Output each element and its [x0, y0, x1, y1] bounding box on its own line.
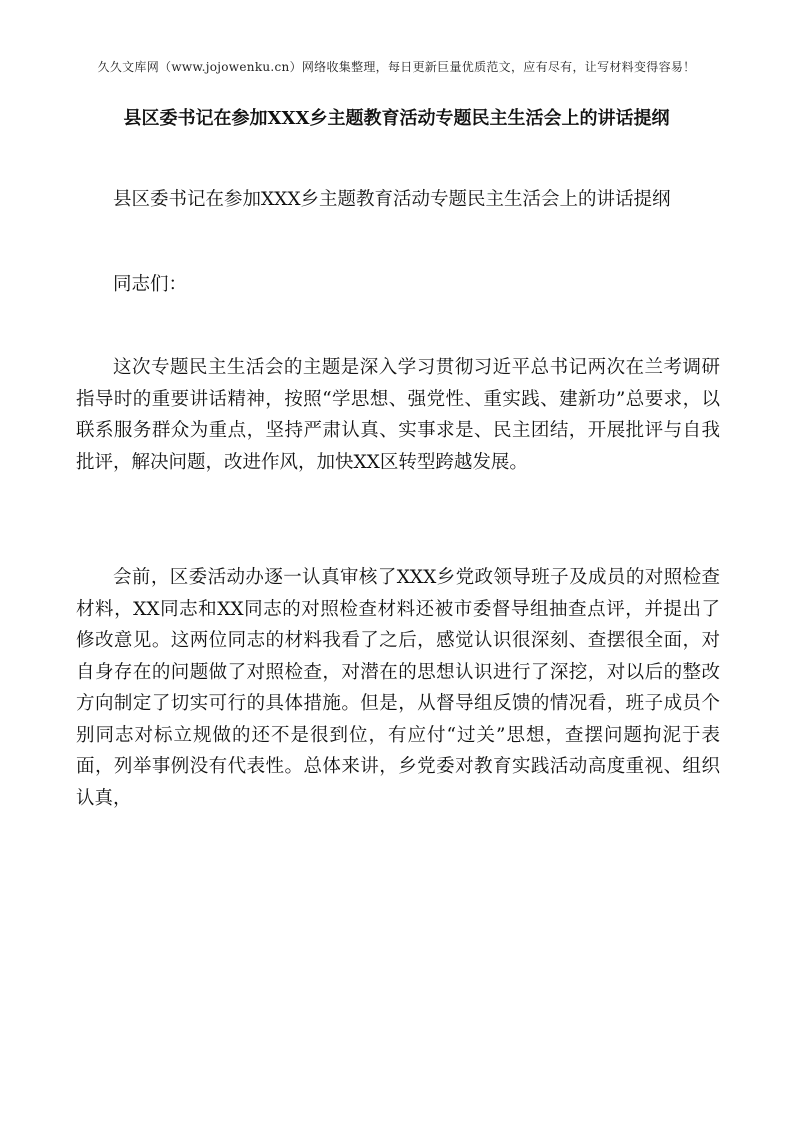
body-paragraph-1: 这次专题民主生活会的主题是深入学习贯彻习近平总书记两次在兰考调研指导时的重要讲话精神，按照“学思想、强党性、重实践、建新功”总要求，以联系服务群众为重点，坚持严肃认真、实事求是、民主团结，开展批评与自我批评，解决问题，改进作风，加快XX区转型跨越发展。 — [76, 357, 720, 473]
body-paragraph-2: 会前，区委活动办逐一认真审核了XXX乡党政领导班子及成员的对照检查材料，XX同志和XX同志的对照检查材料还被市委督导组抽查点评，并提出了修改意见。这两位同志的材料我看了之后，感觉认识很深刻、查摆很全面，对自身存在的问题做了对照检查，对潜在的思想认识进行了深挖，对以后的整改方向制定了切实可行的具体措施。但是，从督导组反馈的情况看，班子成员个别同志对标立规做的还不是很到位，有应付“过关”思想，查摆问题拘泥于表面，列举事例没有代表性。总体来讲，乡党委对教育实践活动高度重视、组织认真， — [76, 567, 720, 809]
document-title: 县区委书记在参加XXX乡主题教育活动专题民主生活会上的讲话提纲 — [123, 108, 670, 129]
header-note: 久久文库网（www.jojowenku.cn）网络收集整理，每日更新巨量优质范文，应有尽有，让写材料变得容易！ — [97, 60, 696, 74]
salutation: 同志们： — [113, 274, 188, 295]
document-subtitle: 县区委书记在参加XXX乡主题教育活动专题民主生活会上的讲话提纲 — [113, 189, 671, 210]
